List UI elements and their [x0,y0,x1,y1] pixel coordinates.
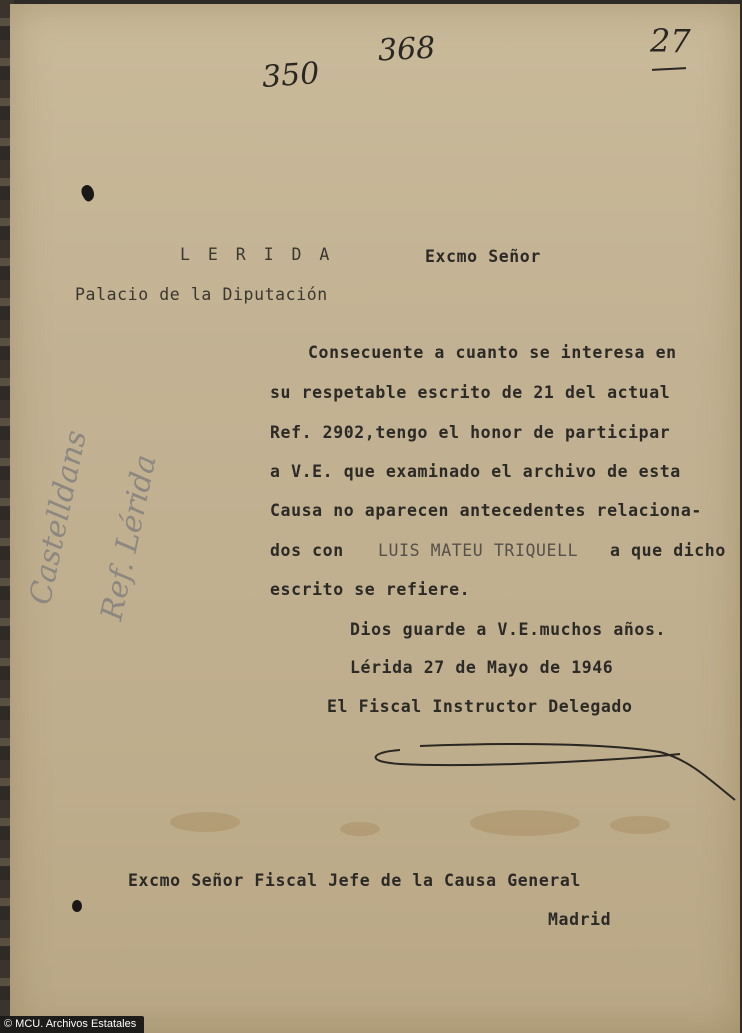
body-line: dos con [270,541,344,560]
body-line: Ref. 2902,tengo el honor de participar [270,423,671,442]
body-line: Causa no aparecen antecedentes relaciona- [270,501,702,520]
salutation: Excmo Señor [425,247,541,266]
body-line: escrito se refiere. [270,580,471,599]
signatory-title: El Fiscal Instructor Delegado [327,697,633,716]
body-line: a que dicho [610,541,726,560]
body-line: a V.E. que examinado el archivo de esta [270,462,681,481]
body-line: Consecuente a cuanto se interesa en [308,343,677,362]
signature [360,730,740,810]
folio-number-27: 27 [650,22,691,60]
ink-blot [72,900,82,912]
stain [610,816,670,834]
body-line: su respetable escrito de 21 del actual [270,383,671,402]
stain [340,822,380,836]
date-line: Lérida 27 de Mayo de 1946 [350,658,614,677]
person-name: LUIS MATEU TRIQUELL [378,541,579,560]
copyright-label: © MCU. Archivos Estatales [0,1016,144,1033]
recipient: Excmo Señor Fiscal Jefe de la Causa General [128,871,581,890]
closing-formula: Dios guarde a V.E.muchos años. [350,620,667,639]
sender-location: Palacio de la Diputación [75,285,328,304]
pencil-margin-note: Ref. Lérida [94,451,164,624]
city-heading: L E R I D A [180,245,334,264]
folio-number-350: 350 [260,56,321,95]
folio-number-368: 368 [377,30,437,69]
stain [170,812,240,832]
recipient-city: Madrid [548,910,612,929]
stain [470,810,580,836]
pencil-margin-note: Castelldans [23,427,95,608]
